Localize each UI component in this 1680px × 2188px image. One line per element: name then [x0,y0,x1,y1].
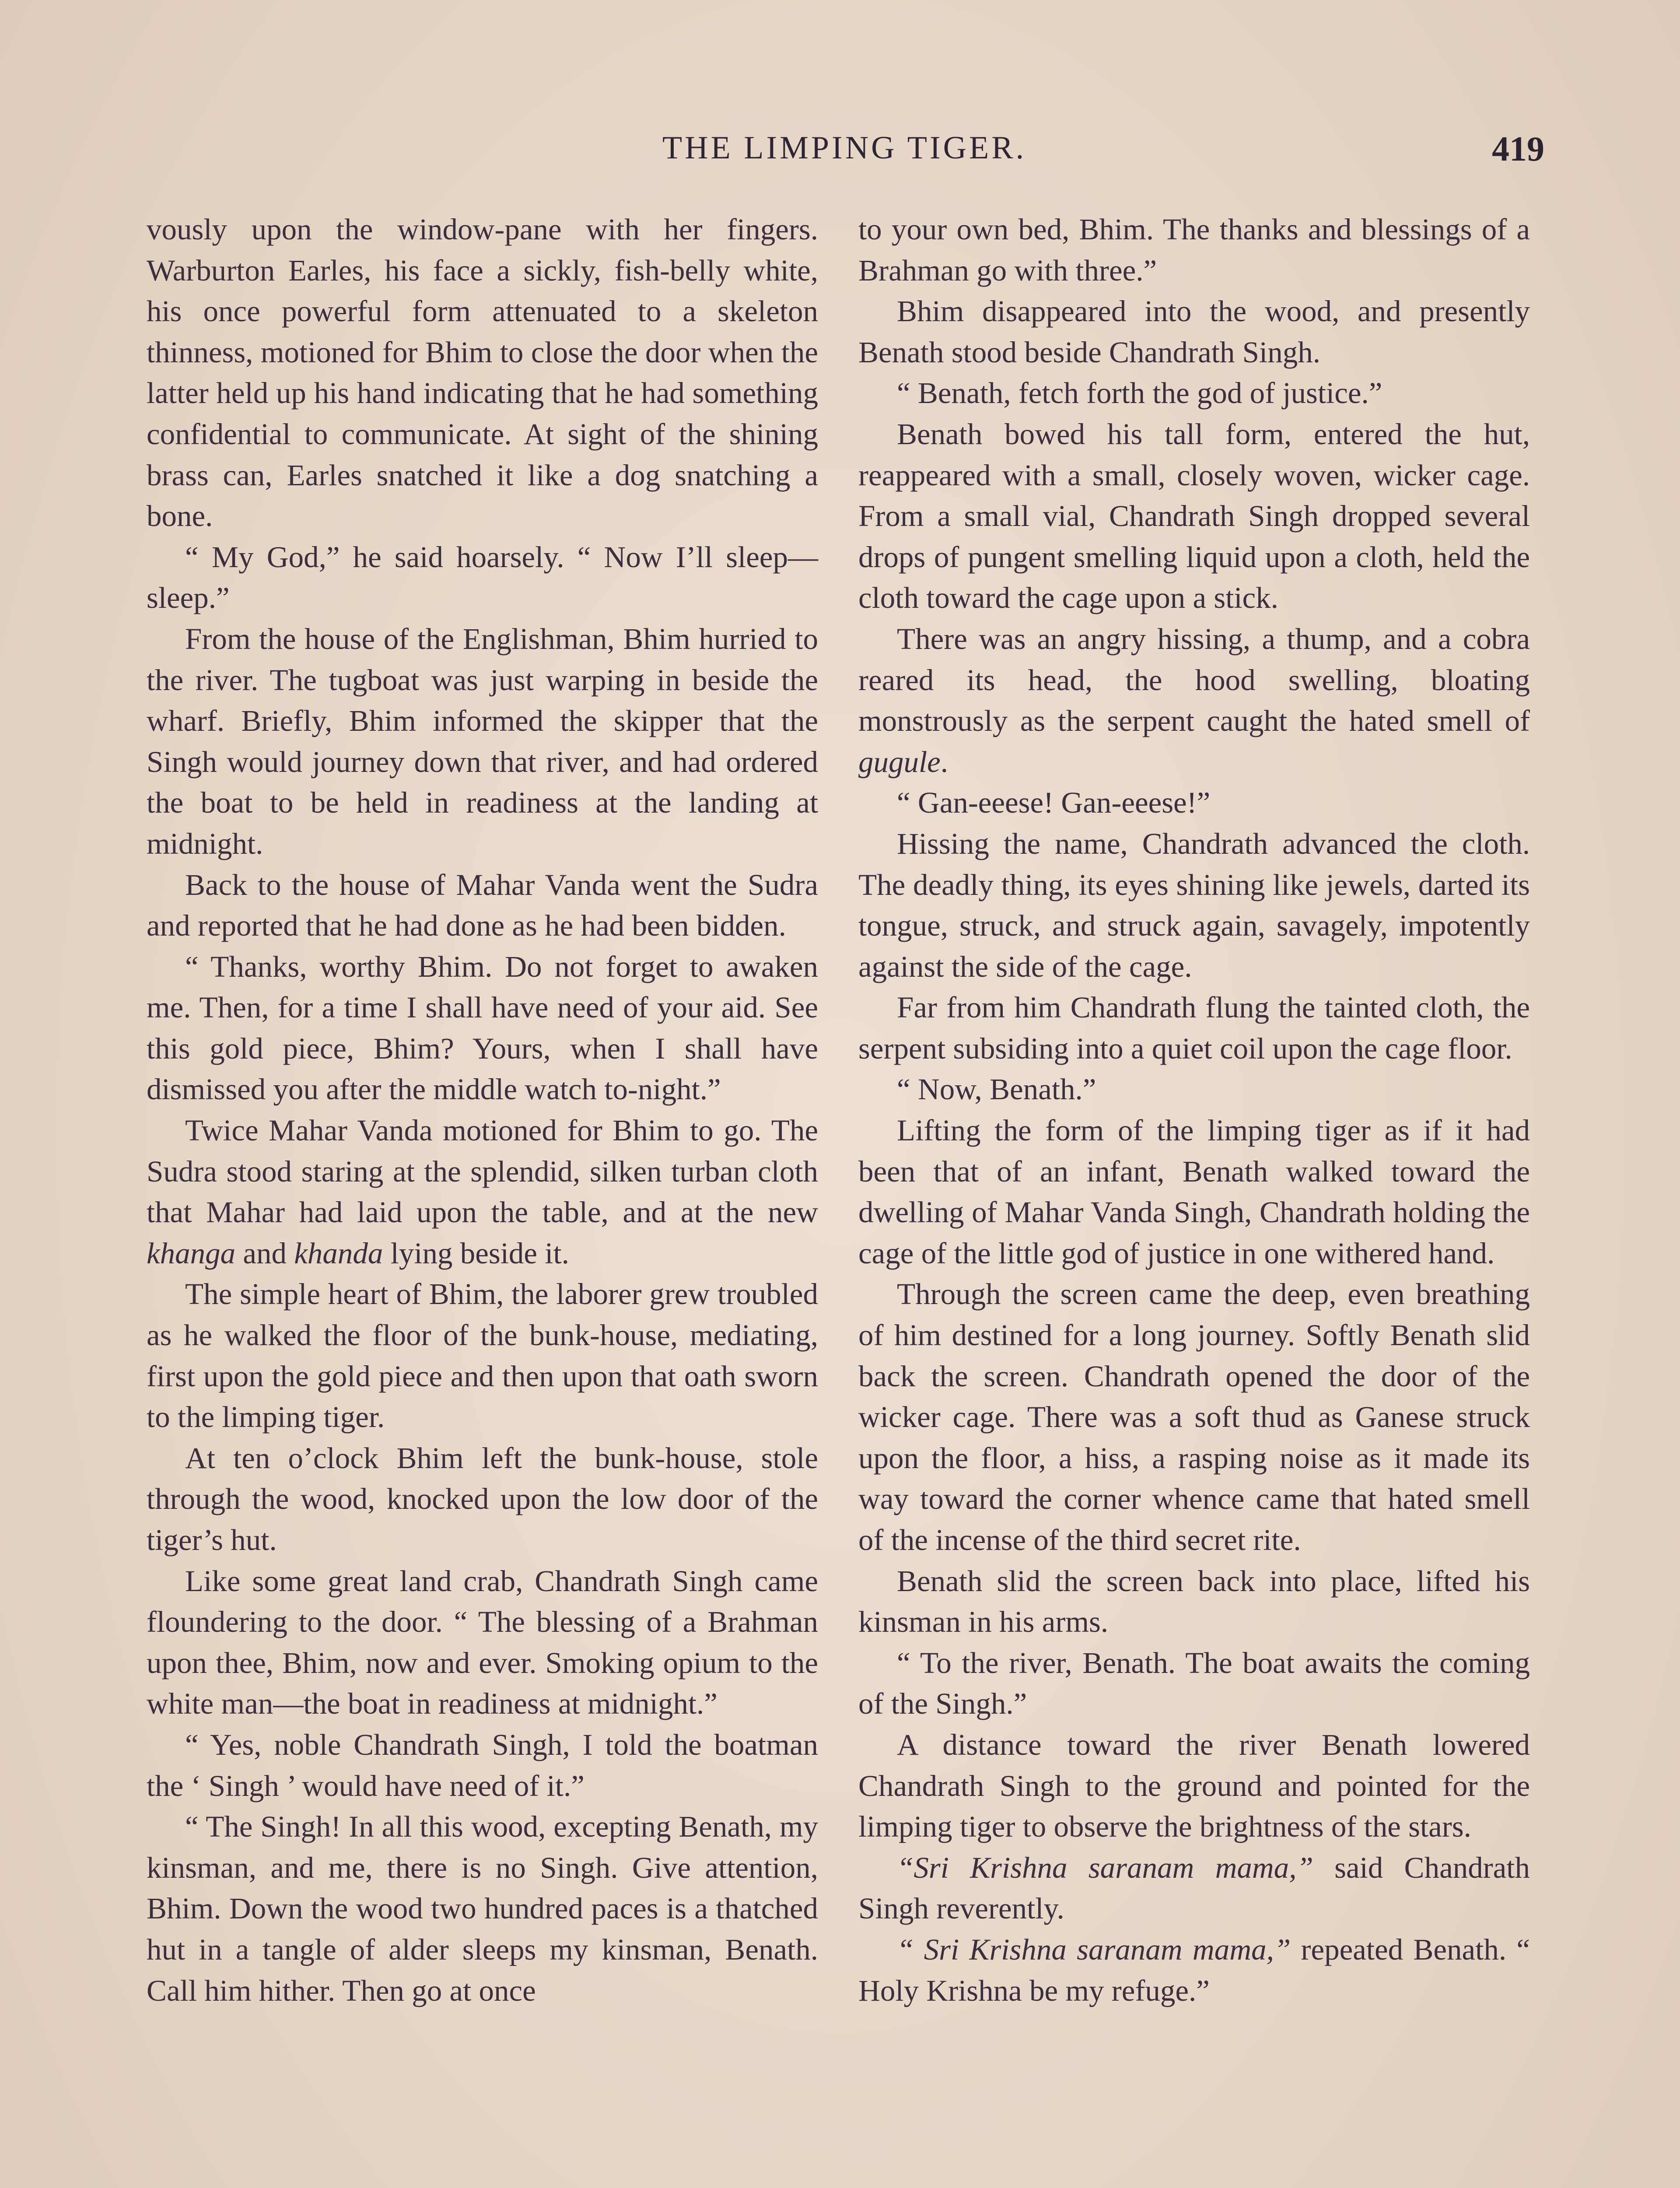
paragraph: From the house of the Englishman, Bhim hurried to the river. The tugboat was just warping in beside the wharf. Briefly, Bhim informed the skipper that the Singh would journey down that river, and had ordered the boat to be held in readiness at the landing at midnight. [147,622,818,860]
paragraph: Through the screen came the deep, even breathing of him destined for a long journey. Softly Benath slid back the screen. Chandrath opened the door of the wicker cage. There was a soft thud as Ganese struck upon the floor, a hiss, a rasping noise as it made its way toward the corner whence came that hated smell of the incense of the third secret rite. [858,1277,1530,1557]
paragraph: “ My God,” he said hoarsely. “ Now I’ll sleep—sleep.” [147,540,818,615]
paragraph-text: Twice Mahar Vanda motioned for Bhim to go. The Sudra stood staring at the splendid, silken turban cloth that Mahar had laid upon the table, and at the new [147,1114,818,1229]
left-column [147,209,818,2011]
italic-phrase: “ Sri Krishna saranam mama,” [897,1932,1291,1966]
running-title: THE LIMPING TIGER. [662,130,1027,166]
paragraph [858,1929,1530,2011]
paragraph-text: and [235,1236,294,1270]
paragraph: “ Gan-eeese! Gan-eeese!” [897,786,1211,820]
paragraph-text: lying beside it. [383,1236,569,1270]
italic-word: gugule [858,745,941,778]
paragraph: Bhim disappeared into the wood, and presently Benath stood beside Chandrath Singh. [858,295,1530,369]
paragraph: Benath bowed his tall form, entered the hut, reappeared with a small, closely woven, wicker cage. From a small vial, Chandrath Singh dropped several drops of pungent smelling liquid upon a cloth, held the cloth toward the cage upon a stick. [858,417,1530,615]
paragraph: At ten o’clock Bhim left the bunk-house, stole through the wood, knocked upon the low door of the tiger’s hut. [147,1441,818,1557]
right-column [858,209,1530,2011]
italic-word: khanda [294,1236,383,1270]
page-number: 419 [1492,130,1544,168]
paragraph: Hissing the name, Chandrath advanced the cloth. The deadly thing, its eyes shining like jewels, darted its tongue, struck, and struck again, savagely, impotently against the side of the cage. [858,827,1530,983]
italic-word: khanga [147,1236,236,1270]
paragraph-text: said Chandrath Singh reverently. [858,1851,1530,1925]
paragraph: A distance toward the river Benath lowered Chandrath Singh to the ground and pointed for the limping tiger to observe the brightness of the stars. [858,1728,1530,1844]
paragraph: vously upon the window-pane with her fingers. Warburton Earles, his face a sickly, fish-belly white, his once powerful form attenuated to a skeleton thinness, motioned for Bhim to close the door when the latter held up his hand indicating that he had something confidential to communicate. At sight of the shining brass can, Earles snatched it like a dog snatching a bone. [147,213,818,533]
paragraph-text: repeated Benath. “ Holy Krishna be my refuge.” [858,1932,1530,2007]
italic-phrase: “Sri Krishna saranam mama,” [897,1851,1313,1884]
paragraph: “ The Singh! In all this wood, excepting Benath, my kinsman, and me, there is no Singh. Give attention, Bhim. Down the wood two hundred paces is a thatched hut in a tangle of alder sleeps my kinsman, Benath. Call him hither. Then go at once [147,1810,818,2007]
paragraph: Benath slid the screen back into place, lifted his kinsman in his arms. [858,1564,1530,1639]
paragraph: “ To the river, Benath. The boat awaits the coming of the Singh.” [858,1646,1530,1721]
paragraph: The simple heart of Bhim, the laborer grew troubled as he walked the floor of the bunk-house, mediating, first upon the gold piece and then upon that oath sworn to the limping tiger. [147,1277,818,1434]
paragraph [147,1110,818,1274]
paragraph: Far from him Chandrath flung the tainted cloth, the serpent subsiding into a quiet coil upon the cage floor. [858,991,1530,1065]
paragraph: to your own bed, Bhim. The thanks and blessings of a Brahman go with three.” [858,213,1530,287]
paragraph: “ Yes, noble Chandrath Singh, I told the boatman the ‘ Singh ’ would have need of it.” [147,1728,818,1802]
paragraph-text: . [940,745,948,778]
paragraph: “ Benath, fetch forth the god of justice.” [897,376,1382,410]
paragraph: “ Thanks, worthy Bhim. Do not forget to awaken me. Then, for a time I shall have need of your aid. See this gold piece, Bhim? Yours, when I shall have dismissed you after the middle watch to-night.” [147,950,818,1106]
paragraph [858,619,1530,782]
page-header [144,130,1544,182]
paragraph: Lifting the form of the limping tiger as if it had been that of an infant, Benath walked toward the dwelling of Mahar Vanda Singh, Chandrath holding the cage of the little god of justice in one withered hand. [858,1114,1530,1270]
paragraph-text: There was an angry hissing, a thump, and a cobra reared its head, the hood swelling, bloating monstrously as the serpent caught the hated smell of [858,622,1530,738]
paragraph: “ Now, Benath.” [897,1073,1096,1106]
paragraph: Back to the house of Mahar Vanda went the Sudra and reported that he had done as he had been bidden. [147,868,818,943]
paragraph: Like some great land crab, Chandrath Singh came floundering to the door. “ The blessing of a Brahman upon thee, Bhim, now and ever. Smoking opium to the white man—the boat in readiness at midnight.” [147,1564,818,1721]
paragraph [858,1848,1530,1929]
